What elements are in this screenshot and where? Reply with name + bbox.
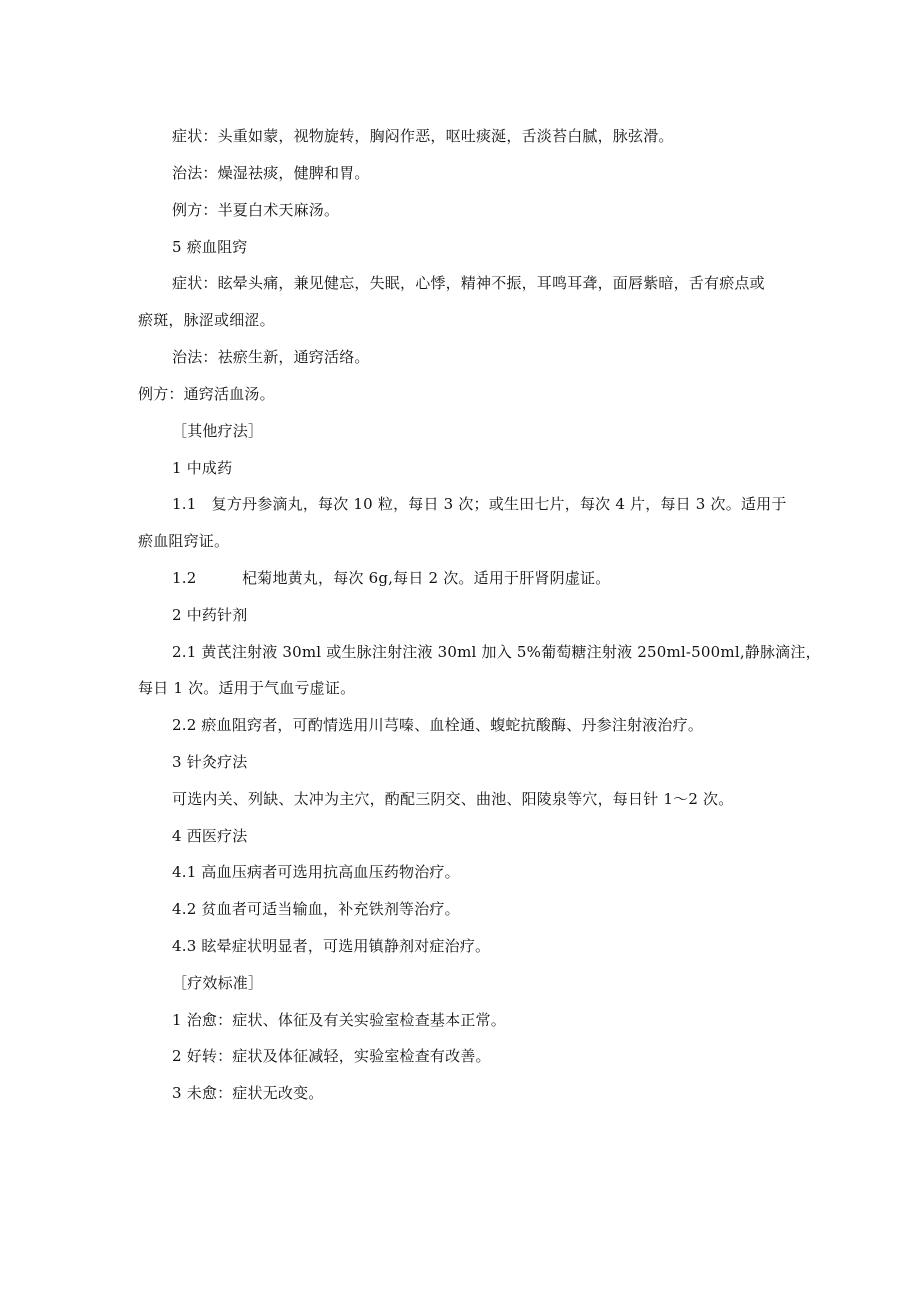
formula-blood-stasis-line: 例方：通窍活血汤。 — [138, 385, 275, 403]
western-medicine-heading: 4 西医疗法 — [172, 827, 248, 845]
item-1-1-continued: 瘀血阻窍证。 — [138, 532, 230, 550]
item-1-2-line: 1.2 杞菊地黄丸，每次 6g,每日 2 次。适用于肝肾阴虚证。 — [172, 569, 611, 587]
symptoms-blood-stasis-continued: 瘀斑，脉涩或细涩。 — [138, 311, 275, 329]
efficacy-not-cured-line: 3 未愈：症状无改变。 — [172, 1084, 324, 1102]
other-therapies-heading: ［其他疗法］ — [172, 422, 264, 440]
acupuncture-heading: 3 针灸疗法 — [172, 753, 248, 771]
item-4-2-line: 4.2 贫血者可适当输血，补充铁剂等治疗。 — [172, 900, 460, 918]
efficacy-standard-heading: ［疗效标准］ — [172, 974, 264, 992]
item-2-2-line: 2.2 瘀血阻窍者，可酌情选用川芎嗪、血栓通、蝮蛇抗酸酶、丹参注射液治疗。 — [172, 716, 704, 734]
efficacy-cured-line: 1 治愈：症状、体征及有关实验室检查基本正常。 — [172, 1011, 506, 1029]
efficacy-improved-line: 2 好转：症状及体征减轻，实验室检查有改善。 — [172, 1047, 491, 1065]
formula-phlegm-line: 例方：半夏白术天麻汤。 — [172, 201, 340, 219]
treatment-phlegm-line: 治法：燥湿祛痰，健脾和胃。 — [172, 164, 370, 182]
section-heading-blood-stasis: 5 瘀血阻窍 — [172, 238, 248, 256]
symptoms-phlegm-line: 症状：头重如蒙，视物旋转，胸闷作恶，呕吐痰涎，舌淡苔白腻，脉弦滑。 — [172, 127, 674, 145]
symptoms-blood-stasis-line: 症状：眩晕头痛，兼见健忘，失眠，心悸，精神不振，耳鸣耳聋，面唇紫暗，舌有瘀点或 — [172, 274, 765, 292]
item-4-3-line: 4.3 眩晕症状明显者，可选用镇静剂对症治疗。 — [172, 937, 491, 955]
item-2-1-line: 2.1 黄芪注射液 30ml 或生脉注射注液 30ml 加入 5%葡萄糖注射液 250ml-500ml,静脉滴注， — [172, 643, 821, 661]
injection-heading: 2 中药针剂 — [172, 606, 248, 624]
item-1-1-line: 1.1 复方丹参滴丸，每次 10 粒，每日 3 次；或生田七片，每次 4 片，每日 3 次。适用于 — [172, 495, 787, 513]
chinese-patent-medicine-heading: 1 中成药 — [172, 459, 233, 477]
item-4-1-line: 4.1 高血压病者可选用抗高血压药物治疗。 — [172, 863, 460, 881]
treatment-blood-stasis-line: 治法：祛瘀生新，通窍活络。 — [172, 348, 370, 366]
item-2-1-continued: 每日 1 次。适用于气血亏虚证。 — [138, 679, 356, 697]
acupuncture-line: 可选内关、列缺、太冲为主穴，酌配三阴交、曲池、阳陵泉等穴，每日针 1～2 次。 — [172, 790, 734, 808]
